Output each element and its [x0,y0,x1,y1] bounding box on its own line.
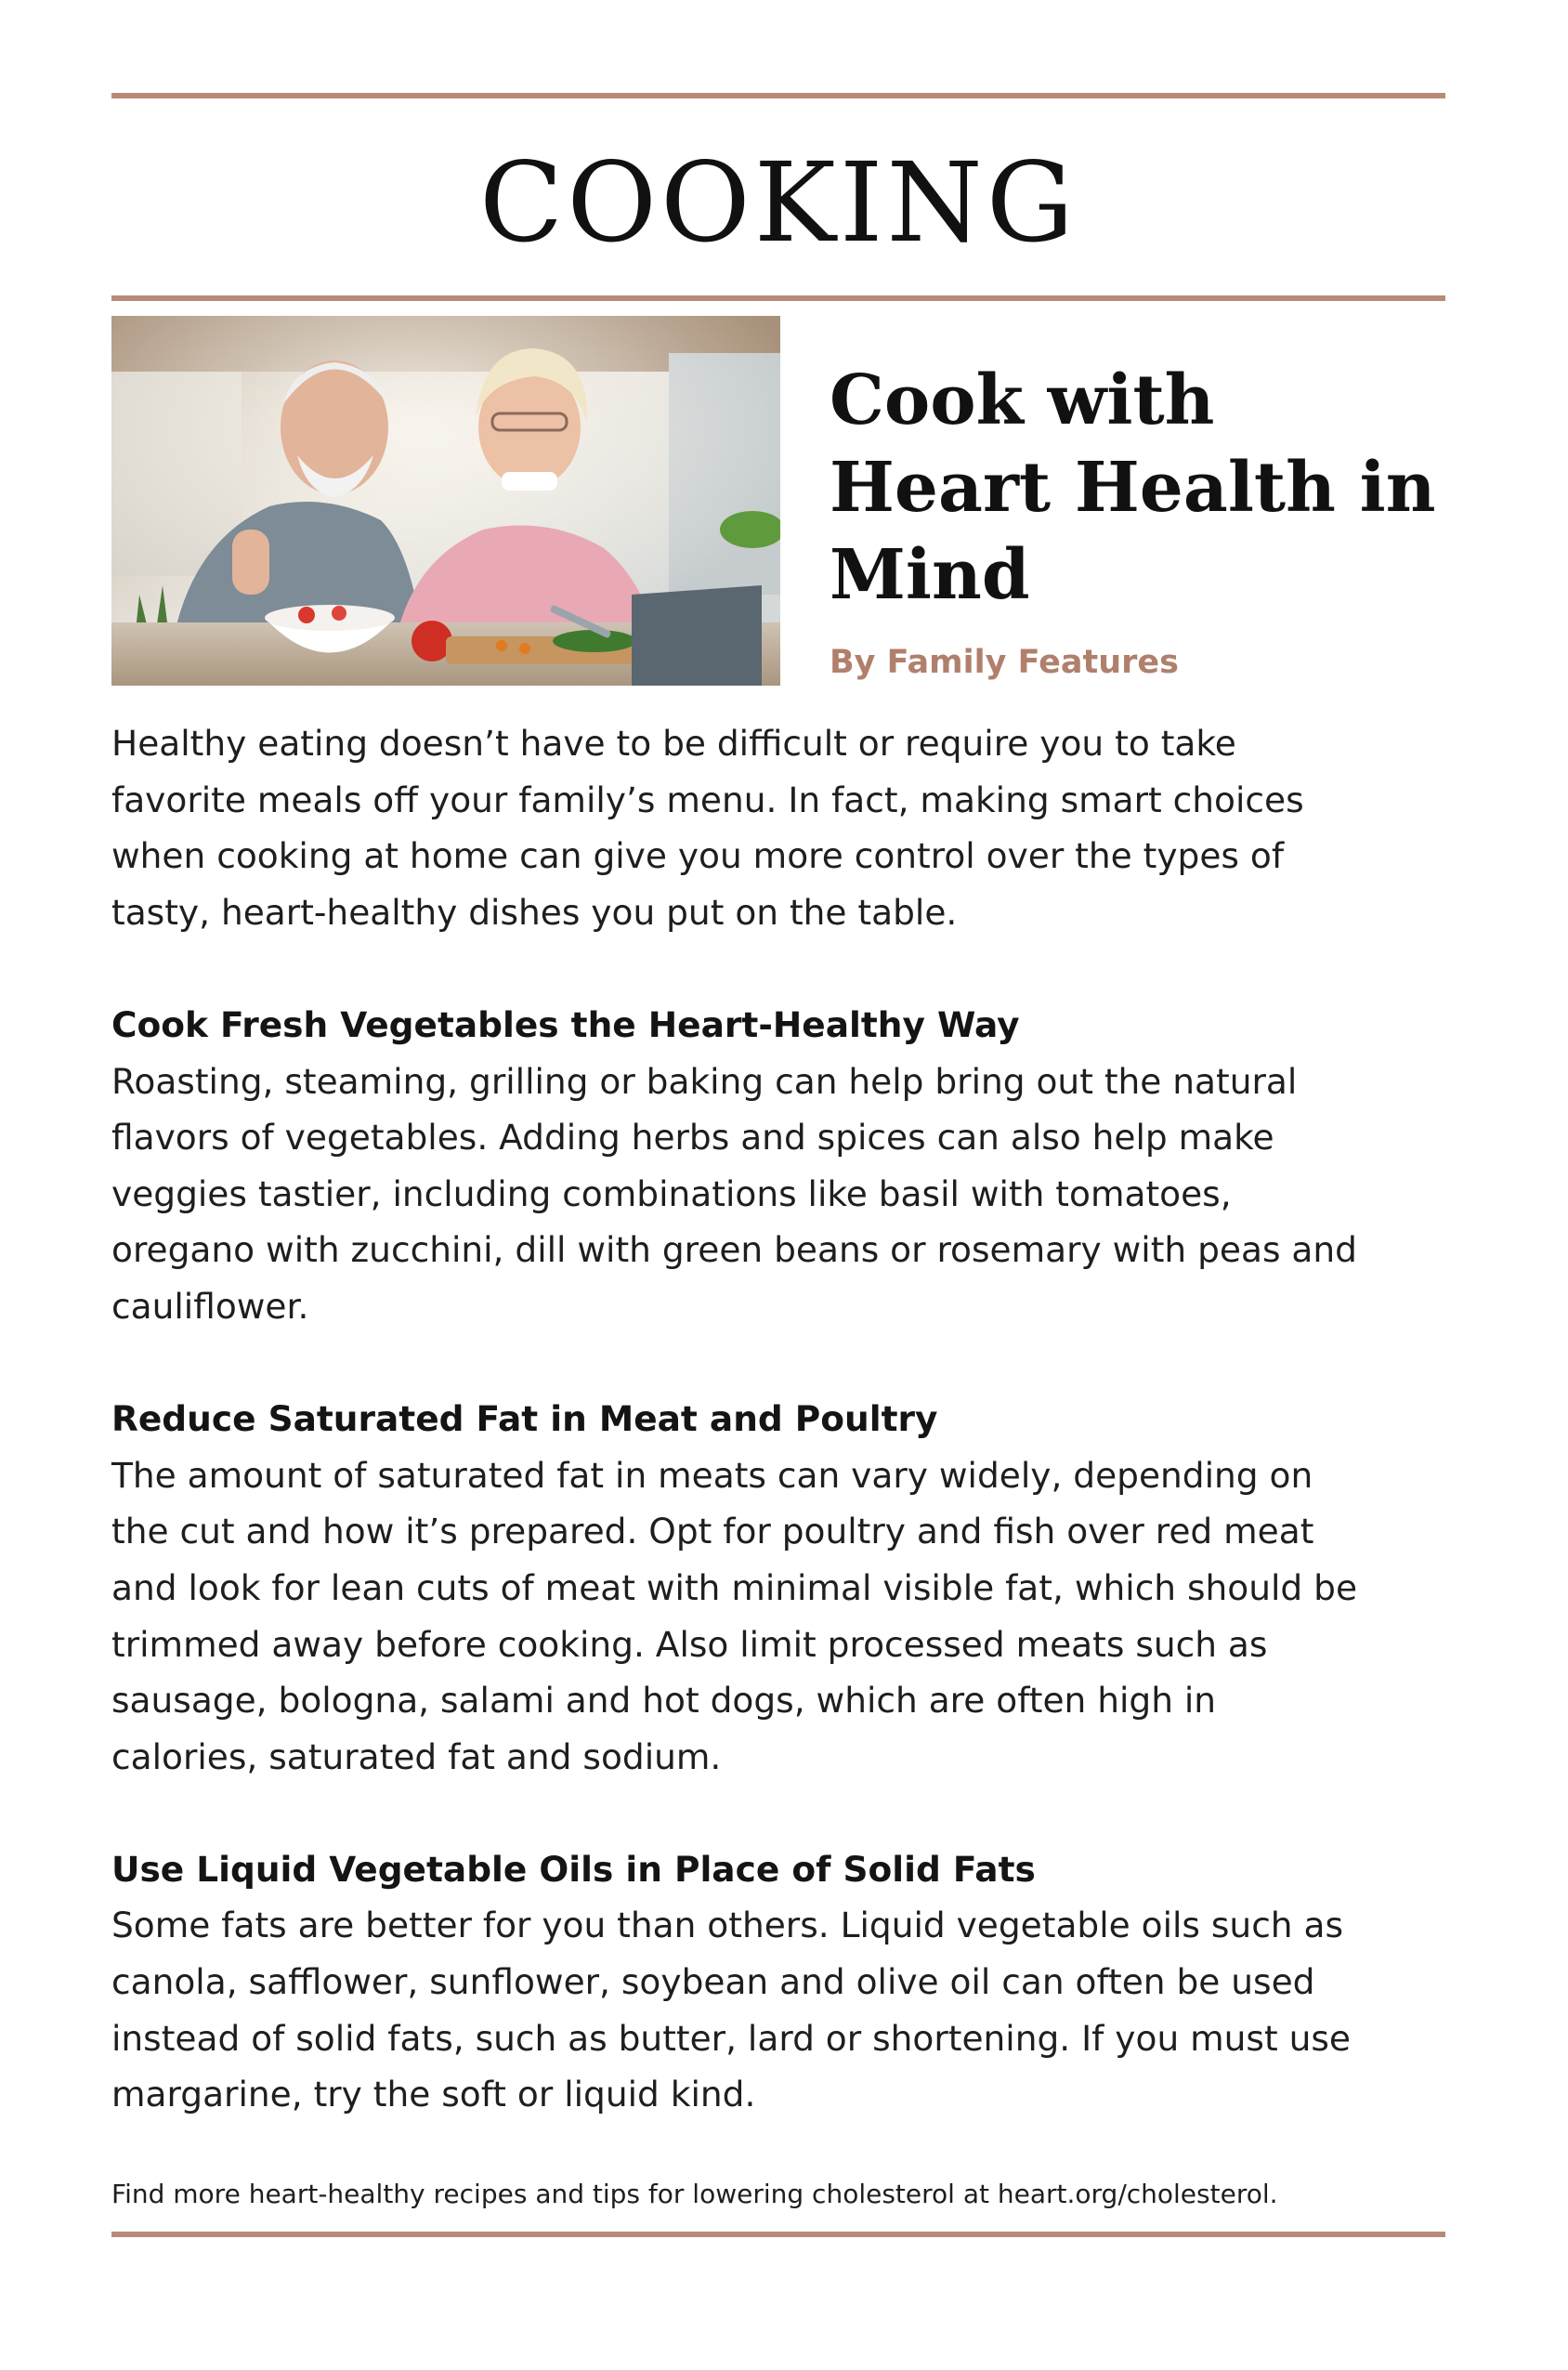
header-divider [111,295,1445,301]
body-line: when cooking at home can give you more control over the types of [111,835,1285,877]
body-line: flavors of vegetables. Adding herbs and spices can also help make [111,1117,1274,1159]
body-line: and look for lean cuts of meat with minimal visible fat, which should be [111,1566,1358,1608]
body-line: Healthy eating doesn’t have to be difficult or require you to take [111,723,1236,764]
section-title: COOKING [478,138,1078,267]
photo-couple-cooking-icon [111,316,780,686]
body-line: oregano with zucchini, dill with green beans or rosemary with peas and [111,1229,1357,1271]
footer-note: Find more heart-healthy recipes and tips for lowering cholesterol at heart.org/cholesterol. [111,2179,1278,2209]
intro-paragraph [111,715,1449,940]
body-line: sausage, bologna, salami and hot dogs, which are often high in [111,1680,1217,1722]
article-body [111,715,1449,2123]
section-vegetables [111,997,1449,1335]
section-heading: Reduce Saturated Fat in Meat and Poultry [111,1398,938,1440]
body-line: margarine, try the soft or liquid kind. [111,2074,756,2115]
body-line: veggies tastier, including combinations like basil with tomatoes, [111,1172,1232,1214]
body-line: instead of solid fats, such as butter, lard or shortening. If you must use [111,2017,1351,2059]
body-line: trimmed away before cooking. Also limit processed meats such as [111,1623,1268,1665]
body-line: canola, safflower, sunflower, soybean and olive oil can often be used [111,1961,1315,2003]
body-line: Some fats are better for you than others. Liquid vegetable oils such as [111,1905,1344,1946]
top-divider [111,93,1445,98]
body-line: the cut and how it’s prepared. Opt for poultry and fish over red meat [111,1511,1314,1552]
body-line: calories, saturated fat and sodium. [111,1735,722,1777]
body-line: tasty, heart-healthy dishes you put on the table. [111,891,958,933]
body-line: favorite meals off your family’s menu. In fact, making smart choices [111,779,1304,820]
section-heading: Use Liquid Vegetable Oils in Place of Solid Fats [111,1848,1036,1890]
body-line: The amount of saturated fat in meats can vary widely, depending on [111,1454,1313,1496]
section-vegetable-oils [111,1841,1449,2123]
paragraph-gap [111,1335,1449,1392]
body-line: Roasting, steaming, grilling or baking can help bring out the natural [111,1060,1298,1102]
bottom-divider [111,2232,1445,2237]
headline-line: Heart Health in [830,448,1436,528]
headline-line: Mind [830,535,1030,615]
body-line: cauliflower. [111,1285,309,1327]
article-photo [111,316,780,686]
byline: By Family Features [830,644,1179,681]
section-saturated-fat [111,1391,1449,1785]
section-heading: Cook Fresh Vegetables the Heart-Healthy Way [111,1003,1020,1045]
paragraph-gap [111,940,1449,997]
paragraph-gap [111,1785,1449,1841]
article-headline [830,357,1461,619]
headline-line: Cook with [830,360,1215,440]
